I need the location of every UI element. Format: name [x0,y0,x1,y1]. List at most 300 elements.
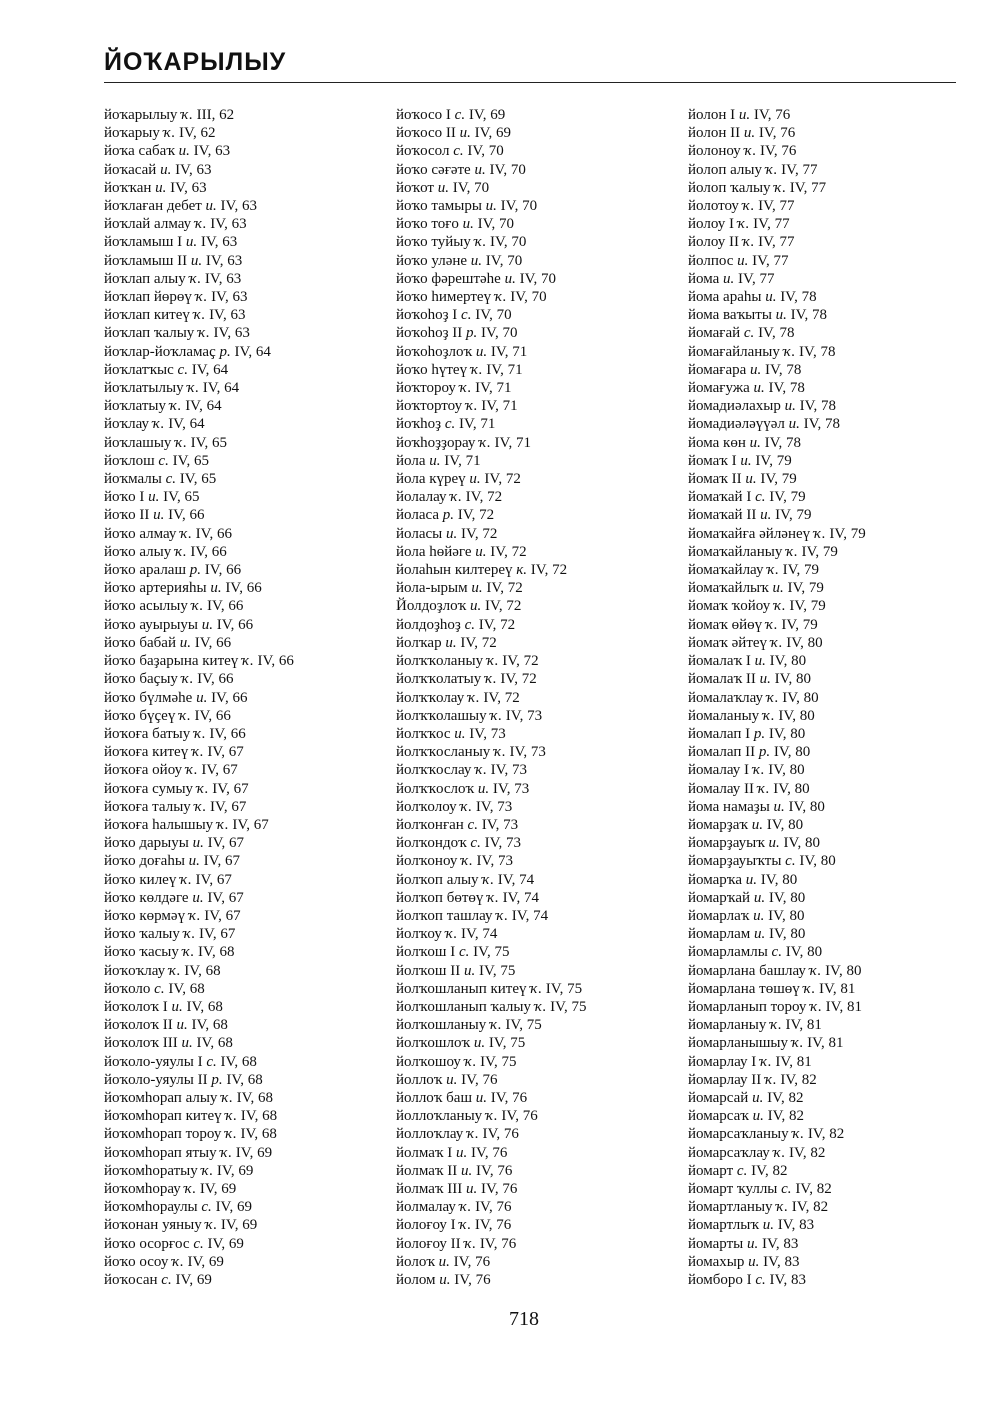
entry-ref: IV, 72 [460,525,498,542]
entry-pos: и. [762,1217,774,1234]
index-entry [104,1071,294,1089]
index-entry [396,1089,587,1107]
index-entry [396,525,587,543]
entry-pos: с. [771,944,782,961]
entry-pos: и. [192,835,204,852]
entry-word: йоҡоға сумыу [104,780,194,797]
entry-pos: ҡ. [774,179,786,196]
entry-ref: IV, 67 [201,762,238,779]
index-entry [396,1016,587,1034]
entry-pos: и. [475,1089,487,1106]
index-entry [104,233,294,251]
entry-ref: IV, 78 [768,380,805,397]
entry-pos: и. [429,452,441,469]
entry-pos: ҡ. [459,1199,472,1216]
index-entry [688,1071,866,1089]
entry-word: йоҡолоҡ I [104,998,168,1015]
entry-word: йолҡҡослау [396,762,472,779]
entry-ref: IV, 83 [769,1272,806,1288]
entry-ref: IV, 73 [476,853,513,870]
entry-ref: IV, 66 [194,707,231,724]
entry-word: йомағара [688,361,747,378]
index-entry [688,179,866,197]
index-entry [396,215,587,233]
entry-pos: ҡ. [195,289,208,306]
entry-ref: IV, 71 [481,398,518,415]
entry-ref: IV, 67 [195,871,232,888]
index-entry [104,1162,294,1180]
entry-pos: ҡ. [220,1144,233,1161]
entry-pos: с. [177,361,188,378]
index-entry [688,1089,866,1107]
index-entry [104,1053,294,1071]
entry-ref: IV, 68 [168,980,205,997]
entry-pos: и. [192,889,204,906]
entry-word: йоласа [396,507,439,524]
entry-word: йолон I [688,107,736,123]
index-entry [688,761,866,779]
entry-pos: и. [768,835,780,852]
index-entry [104,415,294,433]
index-entry [104,1180,294,1198]
index-entry [688,197,866,215]
entry-pos: и. [210,580,222,597]
entry-ref: IV, 68 [196,1035,233,1052]
entry-pos: ҡ. [489,1017,502,1034]
index-entry [104,1144,294,1162]
entry-ref: IV, 64 [168,416,205,433]
entry-pos: ҡ. [205,1217,218,1234]
index-entry [688,215,866,233]
entry-word: йолҡоу [396,926,442,943]
entry-ref: IV, 63 [200,234,238,251]
entry-ref: IV, 69 [199,1180,237,1197]
index-entry [104,1089,294,1107]
entry-word: йоҡоға һалышыу [104,816,214,833]
entry-word: йомадиәлахыр [688,398,781,415]
entry-pos: ҡ. [467,1126,479,1143]
entry-ref: IV, 74 [461,926,498,943]
entry-pos: ҡ. [181,107,193,123]
entry-word: йомаҡайланыу [688,543,783,560]
entry-word: йоҡомһорап тороу [104,1126,222,1143]
entry-word: йомборо I [688,1272,752,1288]
entry-ref: IV, 66 [194,634,232,651]
entry-pos: ҡ. [194,798,207,815]
index-entry [396,197,587,215]
entry-ref: IV, 65 [179,471,217,488]
entry-pos: ҡ. [792,1126,805,1143]
entry-ref: IV, 69 [187,1253,224,1270]
entry-ref: IV, 76 [474,1217,512,1234]
entry-pos: и. [759,671,771,688]
entry-ref: IV, 80 [778,707,815,724]
index-entry [104,652,294,670]
entry-pos: и. [445,634,457,651]
entry-ref: IV, 76 [490,1089,528,1106]
entry-word: йомаҡай I [688,489,752,506]
index-entry [104,943,294,961]
index-entry [688,379,866,397]
index-entry [104,761,294,779]
entry-word: йоҡтороу [396,380,456,397]
index-entry [104,161,294,179]
index-entry [396,1107,587,1125]
entry-word: йомарты [688,1235,744,1252]
entry-pos: и. [171,998,183,1015]
entry-ref: IV, 80 [768,725,806,742]
entry-pos: ҡ. [759,1053,772,1070]
entry-pos: и. [455,1144,468,1161]
entry-ref: IV, 80 [769,653,807,670]
entry-word: йоҡо ҡалыу [104,926,180,943]
entry-ref: IV, 75 [478,962,516,979]
entry-pos: ҡ. [191,598,204,615]
entry-ref: IV, 67 [212,780,249,797]
entry-pos: и. [504,270,516,287]
entry-pos: и. [775,307,787,324]
index-entry [396,161,587,179]
entry-ref: IV, 76 [753,107,791,123]
entry-word: йоҡо алыу [104,543,172,560]
entry-word: йолҡоп бөтөү [396,889,484,906]
entry-word: йомарсаҡланыу [688,1126,789,1143]
index-entry [104,871,294,889]
entry-word: йоҡо һүтеү [396,361,468,378]
entry-ref: IV, 80 [768,889,806,906]
index-entry [688,161,866,179]
entry-ref: IV, 66 [197,671,234,688]
entry-ref: IV, 64 [191,361,229,378]
index-entry [396,343,587,361]
entry-ref: IV, 70 [477,216,515,233]
entry-pos: ҡ. [770,634,783,651]
index-entry [396,1271,587,1289]
entry-pos: ҡ. [172,1253,184,1270]
index-entry [688,962,866,980]
entry-ref: IV, 80 [825,962,862,979]
index-entry [396,889,587,907]
entry-word: йомағай [688,325,741,342]
index-entry [396,834,587,852]
entry-ref: IV, 75 [545,980,583,997]
entry-pos: и. [460,1162,473,1179]
entry-word: йомаҡ I [688,452,737,469]
entry-word: йомарлам [688,926,751,943]
index-entry [104,798,294,816]
entry-pos: и. [753,926,766,943]
entry-pos: с. [464,616,475,633]
index-entry [688,543,866,561]
entry-pos: ҡ. [191,744,204,761]
entry-word: йоҡомһорап китеү [104,1108,222,1125]
entry-ref: IV, 72 [486,580,523,597]
entry-ref: IV, 80 [768,907,805,924]
index-entry [104,1034,294,1052]
entry-pos: ҡ. [184,1180,197,1197]
entry-ref: IV, 79 [829,525,866,542]
index-entry [396,1144,587,1162]
entry-pos: и. [471,580,483,597]
entry-ref: IV, 80 [768,926,806,943]
entry-ref: IV, 63 [220,198,257,215]
entry-pos: и. [738,107,751,123]
entry-pos: и. [760,507,772,524]
entry-ref: IV, 82 [751,1162,788,1179]
entry-ref: IV, 77 [758,234,795,251]
entry-ref: IV, 79 [801,543,838,560]
entry-pos: ҡ. [742,234,755,251]
index-entry [396,925,587,943]
index-entry [396,415,587,433]
entry-ref: IV, 72 [530,562,568,579]
entry-pos: ҡ. [467,689,480,706]
entry-ref: IV, 72 [502,653,539,670]
index-entry [396,652,587,670]
entry-word: йоҡҡан [104,179,152,196]
entry-pos: ҡ. [487,889,499,906]
entry-word: Йолдоҙлоҡ [396,598,467,615]
index-entry [104,361,294,379]
index-entry [688,597,866,615]
entry-word: йоҡһоҙҙорау [396,434,476,451]
entry-pos: р. [753,725,766,742]
index-entry [688,561,866,579]
entry-pos: и. [463,962,476,979]
index-entry [688,452,866,470]
entry-pos: р. [758,744,771,761]
entry-word: йолалау [396,489,447,506]
entry-pos: ҡ. [216,816,229,833]
index-entry [104,852,294,870]
index-entry [396,689,587,707]
entry-pos: и. [470,598,482,615]
entry-word: йолҡоп алыу [396,871,479,888]
entry-word: йоллоҡ [396,1071,443,1088]
entry-ref: IV, 66 [209,725,246,742]
index-entry [688,361,866,379]
entry-ref: IV, 67 [204,907,241,924]
index-entry [396,561,587,579]
index-entry [396,998,587,1016]
entry-word: йоҡо туйыу [396,234,471,251]
entry-pos: ҡ. [225,1108,238,1125]
entry-pos: и. [462,216,474,233]
entry-word: йомартланыу [688,1199,773,1216]
entry-pos: с. [458,944,470,961]
entry-pos: ҡ. [486,653,499,670]
entry-ref: IV, 74 [502,889,539,906]
entry-pos: и. [160,161,172,178]
entry-ref: IV, 69 [216,1162,254,1179]
entry-word: йолоп алыу [688,161,762,178]
entry-ref: IV, 79 [760,471,797,488]
entry-pos: и. [749,434,761,451]
index-entry [396,470,587,488]
entry-ref: IV, 68 [220,1053,257,1070]
entry-ref: IV, 80 [766,816,804,833]
entry-word: йола [396,452,426,469]
entry-word: йомадиәләүүәл [688,416,785,433]
entry-pos: ҡ. [470,361,483,378]
entry-ref: IV, 66 [257,653,294,670]
entry-pos: и. [745,471,757,488]
entry-word: йомарҙаҡ [688,816,748,833]
entry-pos: ҡ. [189,270,202,287]
entry-pos: и. [751,816,763,833]
entry-ref: IV, 73 [481,816,519,833]
index-entry [104,142,294,160]
entry-word: йомарсаҡлау [688,1144,770,1161]
entry-word: йолҡолоу [396,798,457,815]
index-entry [396,379,587,397]
entry-ref: IV, 69 [215,1199,252,1216]
index-entry [688,1034,866,1052]
entry-pos: ҡ. [181,671,194,688]
entry-ref: IV, 70 [489,161,526,178]
entry-ref: IV, 72 [500,671,537,688]
index-entry [104,288,294,306]
entry-word: йоҡмалы [104,471,162,488]
entry-pos: ҡ. [752,762,765,779]
index-entry [688,270,866,288]
index-entry [104,561,294,579]
index-entry [396,871,587,889]
entry-pos: и. [475,343,488,360]
entry-ref: IV, 69 [474,125,512,142]
entry-word: йолоҡ [396,1253,435,1270]
index-entry [688,579,866,597]
entry-pos: с. [206,1053,217,1070]
index-entry [396,434,587,452]
entry-ref: IV, 81 [807,1035,844,1052]
index-entry [688,415,866,433]
index-entry [688,780,866,798]
entry-ref: IV, 76 [461,1071,498,1088]
entry-ref: IV, 78 [790,307,828,324]
entry-ref: IV, 71 [444,452,481,469]
entry-ref: IV, 72 [465,489,503,506]
entry-ref: IV, 71 [475,380,512,397]
index-entry [396,506,587,524]
entry-word: йоҡо аралаш [104,562,187,579]
entry-word: йоҡо баҫыу [104,671,178,688]
entry-ref: IV, 75 [488,1035,526,1052]
index-entry [688,871,866,889]
entry-pos: ҡ. [496,907,508,924]
entry-pos: с. [755,1272,766,1288]
entry-ref: IV, 67 [207,889,244,906]
entry-word: йоҡлай алмау [104,216,192,233]
entry-word: йоҡо ауырыуы [104,616,199,633]
entry-word: йоҡлап ҡалыу [104,325,195,342]
entry-word: йоҡо II [104,507,150,524]
entry-pos: ҡ. [494,289,507,306]
entry-word: йолҡҡос [396,725,451,742]
entry-word: йоҡлау [104,416,150,433]
entry-ref: IV, 70 [519,270,556,287]
entry-word: йомаҡайлау [688,562,764,579]
entry-word: йоллоҡ баш [396,1089,472,1106]
index-entry [104,397,294,415]
entry-ref: IV, 77 [789,179,827,196]
entry-word: йоҡосо I [396,107,451,123]
entry-pos: с. [201,1199,212,1216]
entry-pos: и. [743,125,756,142]
entry-word: йолмалау [396,1199,456,1216]
entry-ref: IV, 76 [759,143,797,160]
entry-word: йоҡлап китеү [104,307,190,324]
index-entry [396,634,587,652]
entry-ref: IV, 75 [480,1053,517,1070]
index-entry [104,597,294,615]
entry-word: йоҡоһоҙ II [396,325,463,342]
index-entry [396,707,587,725]
entry-pos: и. [437,179,449,196]
entry-pos: и. [788,416,800,433]
index-entry [688,634,866,652]
entry-ref: IV, 78 [799,398,836,415]
entry-word: йоллоҡлау [396,1126,464,1143]
entry-pos: к. [516,562,528,579]
entry-pos: и. [188,853,200,870]
entry-word: йомарлау II [688,1071,762,1088]
entry-ref: IV, 63 [209,307,246,324]
index-entry [104,670,294,688]
index-entry [104,907,294,925]
entry-pos: ҡ. [773,1144,786,1161]
entry-pos: и. [446,1071,458,1088]
entry-ref: IV, 74 [511,907,549,924]
index-entry [104,1271,294,1289]
entry-ref: IV, 79 [755,452,792,469]
entry-ref: IV, 70 [481,325,518,342]
index-entry [104,1198,294,1216]
entry-ref: IV, 67 [209,798,247,815]
entry-pos: ҡ. [791,1035,804,1052]
index-entry [104,616,294,634]
entry-pos: ҡ. [742,198,755,215]
index-entry [688,1271,866,1289]
entry-ref: IV, 83 [761,1235,799,1252]
entry-ref: IV, 68 [184,962,221,979]
entry-word: йолмаҡ I [396,1144,453,1161]
entry-pos: ҡ. [757,780,770,797]
entry-word: йоҡламыш II [104,252,188,269]
entry-ref: IV, 73 [484,835,521,852]
entry-ref: IV, 76 [470,1144,508,1161]
entry-word: йолоноу [688,143,741,160]
index-entry [396,452,587,470]
index-entry [396,1253,587,1271]
entry-word: йоҡо доғаһы [104,853,185,870]
index-entry [688,252,866,270]
entry-word: йомаҡ ҡойоу [688,598,771,615]
entry-pos: р. [466,325,478,342]
entry-word: йоҡо осорғос [104,1235,190,1252]
entry-word: йоҡарыу [104,125,160,142]
entry-word: йолҡоноу [396,853,458,870]
entry-pos: и. [773,798,785,815]
index-entry [104,1125,294,1143]
entry-word: йомағайланыу [688,343,780,360]
entry-word: йомаҡай II [688,507,757,524]
entry-ref: IV, 81 [825,998,862,1015]
entry-ref: IV, 71 [494,434,531,451]
index-entry [688,998,866,1016]
entry-ref: IV, 72 [490,543,527,560]
entry-word: йоҡлар-йоҡламаҫ [104,343,216,360]
